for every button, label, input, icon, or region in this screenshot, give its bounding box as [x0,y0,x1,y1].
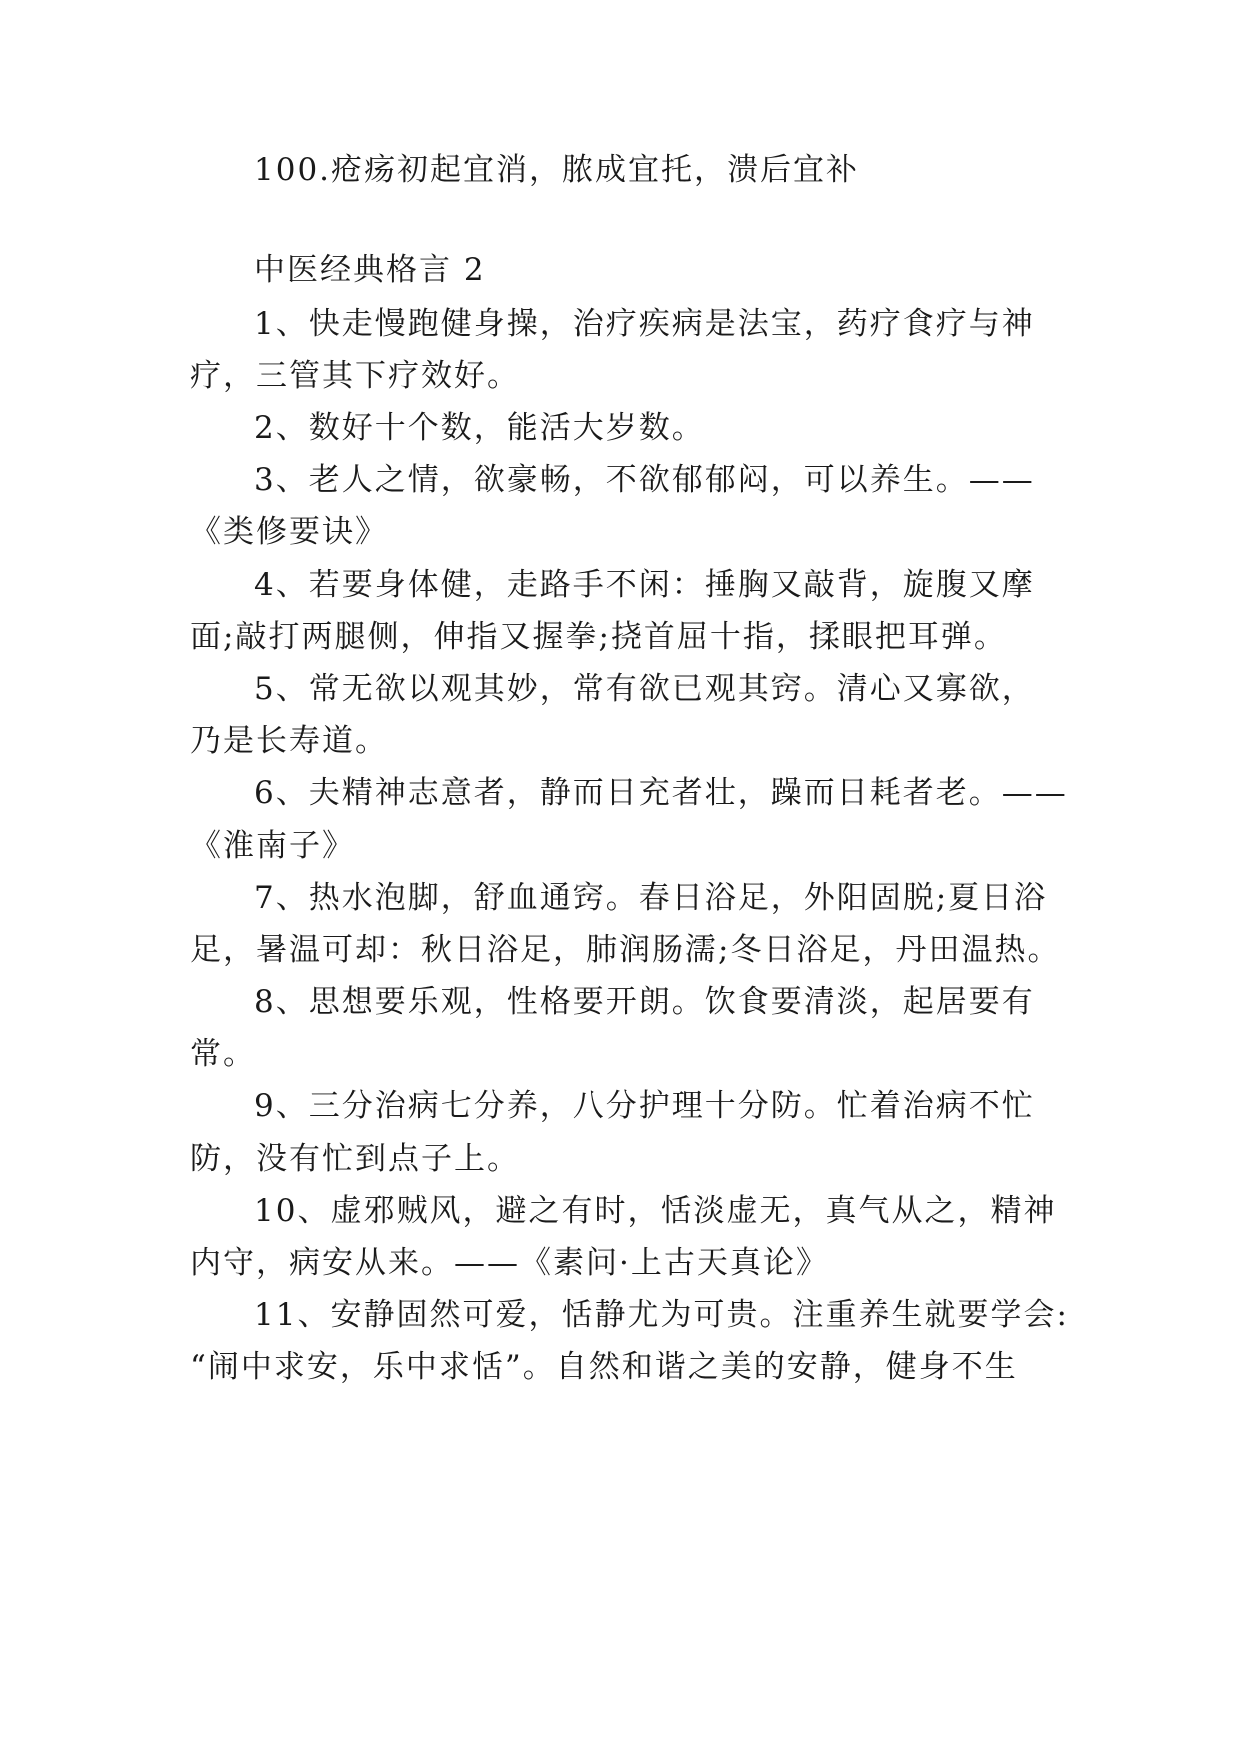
item-9-line-1: 9、三分治病七分养，八分护理十分防。忙着治病不忙 [254,1088,1035,1124]
item-8-line-2: 常。 [190,1036,256,1072]
item-6-line-1: 6、夫精神志意者，静而日充者壮，躁而日耗者老。—— [254,775,1068,811]
item-8-line-1: 8、思想要乐观，性格要开朗。饮食要清淡，起居要有 [254,984,1035,1020]
item-5-line-2: 乃是长寿道。 [190,723,388,759]
top-item: 100.疮疡初起宜消，脓成宜托，溃后宜补 [254,152,860,188]
item-10-line-2: 内守，病安从来。——《素问·上古天真论》 [190,1245,829,1281]
item-7-line-1: 7、热水泡脚，舒血通窍。春日浴足，外阳固脱;夏日浴 [254,880,1048,916]
item-3-line-1: 3、老人之情，欲豪畅，不欲郁郁闷，可以养生。—— [254,462,1035,498]
item-6-line-2: 《淮南子》 [190,828,355,864]
item-3-line-2: 《类修要诀》 [190,514,388,550]
item-4-line-1: 4、若要身体健，走路手不闲：捶胸又敲背，旋腹又摩 [254,567,1035,603]
item-9-line-2: 防，没有忙到点子上。 [190,1141,520,1177]
item-7-line-2: 足，暑温可却：秋日浴足，肺润肠濡;冬日浴足，丹田温热。 [190,932,1061,968]
item-4-line-2: 面;敲打两腿侧，伸指又握拳;挠首屈十指，揉眼把耳弹。 [190,619,1007,655]
section-title: 中医经典格言 2 [254,252,486,288]
item-1-line-2: 疗，三管其下疗效好。 [190,358,520,394]
item-11-line-2: “闹中求安，乐中求恬”。自然和谐之美的安静，健身不生 [190,1349,1018,1385]
item-1-line-1: 1、快走慢跑健身操，治疗疾病是法宝，药疗食疗与神 [254,306,1035,342]
item-11-line-1: 11、安静固然可爱，恬静尤为可贵。注重养生就要学会: [254,1297,1069,1333]
item-10-line-1: 10、虚邪贼风，避之有时，恬淡虚无，真气从之，精神 [254,1193,1057,1229]
item-2-line-1: 2、数好十个数，能活大岁数。 [254,410,705,446]
item-5-line-1: 5、常无欲以观其妙，常有欲已观其窍。清心又寡欲， [254,671,1035,707]
